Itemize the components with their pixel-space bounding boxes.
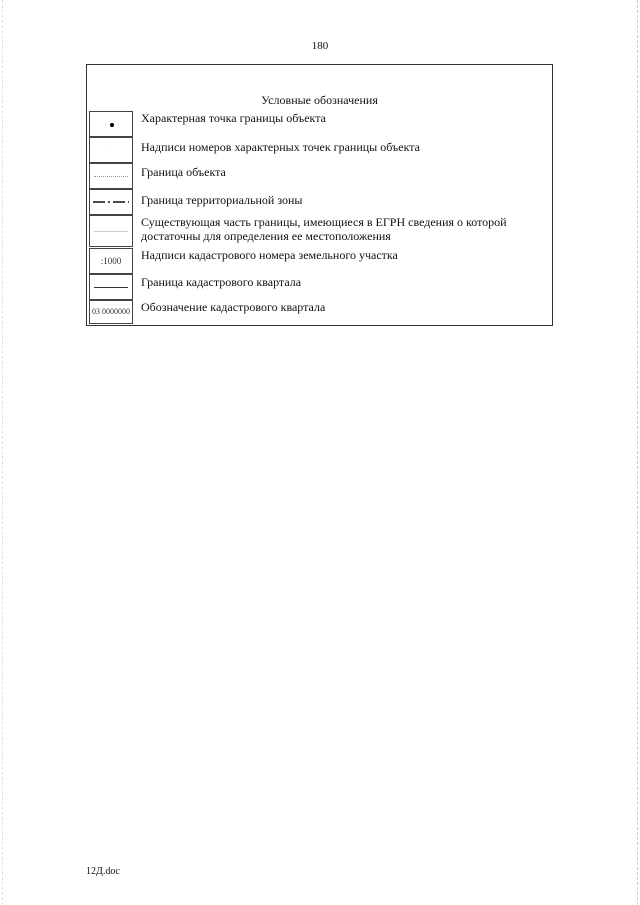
point-symbol — [89, 111, 133, 137]
thin-line-symbol — [89, 215, 133, 247]
legend-item-label: Обозначение кадастрового квартала — [141, 300, 326, 314]
cadastral-number-sample: :1000 — [100, 256, 122, 266]
legend-item-object-boundary — [89, 163, 551, 189]
legend-item-existing-boundary — [89, 215, 551, 247]
quarter-designation-symbol — [89, 300, 133, 324]
legend-item-point-labels — [89, 137, 551, 163]
solid-line-icon — [94, 287, 128, 288]
legend-item-label: Надписи кадастрового номера земельного участка — [141, 248, 398, 262]
legend-item-quarter-designation — [89, 300, 551, 324]
page-number: 180 — [311, 40, 329, 52]
legend-item-quarter-boundary — [89, 274, 551, 300]
thin-line-icon — [94, 231, 128, 232]
legend-item-point — [89, 111, 551, 137]
cadastral-number-symbol — [89, 248, 133, 274]
dotted-line-icon — [94, 176, 128, 177]
document-filename: 12Д.doc — [86, 866, 120, 877]
legend-item-label: Характерная точка границы объекта — [141, 111, 326, 125]
solid-line-symbol — [89, 274, 133, 300]
legend-item-label: Существующая часть границы, имеющиеся в ЕГРН сведения о которой достаточны для определения ее местоположения — [141, 215, 507, 243]
dash-dot-line-symbol — [89, 189, 133, 215]
scan-edge-left — [2, 0, 3, 905]
point-marker-icon — [110, 123, 114, 127]
faint-label-icon: · — [108, 142, 111, 151]
legend-item-label: Граница объекта — [141, 165, 226, 179]
dotted-line-symbol — [89, 163, 133, 189]
scan-edge-right — [637, 0, 638, 905]
legend-item-label: Граница кадастрового квартала — [141, 275, 302, 289]
legend-item-cadastral-number — [89, 248, 551, 274]
legend-title: Условные обозначения — [261, 93, 378, 107]
legend-item-label: Надписи номеров характерных точек границы объекта — [141, 140, 420, 154]
legend-item-zone-boundary — [89, 189, 551, 215]
legend-item-label: Граница территориальной зоны — [141, 193, 303, 207]
quarter-designation-sample: 03 0000000 — [92, 307, 130, 316]
point-label-symbol — [89, 137, 133, 163]
dash-dot-line-icon — [89, 189, 133, 215]
legend-box — [86, 64, 553, 326]
